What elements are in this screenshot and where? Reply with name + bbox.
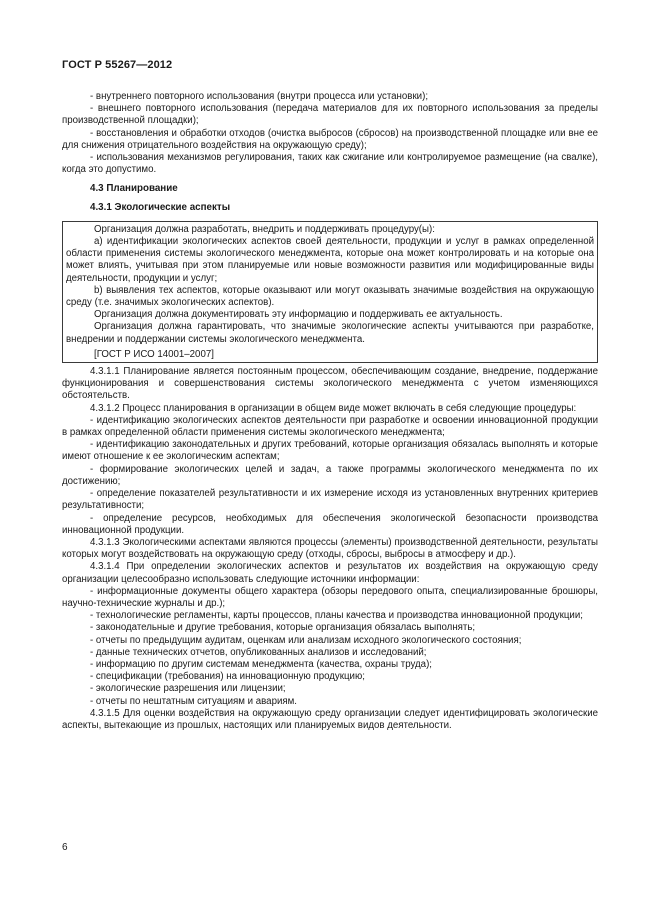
list-item: - спецификации (требования) на инновационную продукцию; — [90, 671, 365, 683]
list-item: - восстановления и обработки отходов (очистка выбросов (сбросов) на производственной площадке или вне ее для снижения отрицательного воздействия на окружающую среду); — [62, 127, 598, 151]
paragraph: 4.3.1.3 Экологическими аспектами являются процессы (элементы) производственной деятельности, результаты которых могут воздействовать на окружающую среду (отходы, сбросы, выбросы в атмосферу и др.). — [62, 536, 598, 561]
list-item: - информацию по другим системам менеджмента (качества, охраны труда); — [90, 658, 432, 670]
list-item: - внутреннего повторного использования (внутри процесса или установки); — [90, 91, 429, 102]
list-item: - формирование экологических целей и задач, а также программы экологического менеджмента по их достижению; — [62, 463, 598, 487]
page-number: 6 — [62, 842, 68, 853]
list-item: - идентификацию законодательных и других требований, которые организация обязалась выполнять и которые имеют отношение к ее экологическим аспектам; — [62, 439, 598, 463]
box-paragraph: Организация должна разработать, внедрить и поддерживать процедуру(ы): — [94, 223, 435, 235]
subsection-title: 4.3.1 Экологические аспекты — [90, 201, 231, 213]
list-item: - информационные документы общего характера (обзоры передового опыта, специализированные брошюры, научно-технические журналы и др.); — [62, 585, 598, 609]
intro-list — [62, 91, 598, 176]
section-title: 4.3 Планирование — [90, 183, 178, 195]
list-item: - отчеты по нештатным ситуациям и авариям. — [90, 695, 297, 707]
page-body — [62, 91, 598, 732]
paragraph: 4.3.1.4 При определении экологических аспектов и результатов их воздействия на окружающую среду организации целесообразно использовать следующие источники информации: — [62, 561, 598, 585]
list-item: - законодательные и другие требования, которые организация обязалась выполнять; — [90, 622, 476, 634]
box-paragraph: b) выявления тех аспектов, которые оказывают или могут оказывать значимые воздействия на окружающую среду (т.е. значимых экологических аспектов). — [66, 284, 594, 309]
list-item: - использования механизмов регулирования, таких как сжигание или контролируемое размещение (на свалке), когда это допустимо. — [62, 152, 598, 176]
list-item: - определение показателей результативности и их измерение исходя из установленных внутренних критериев результативности; — [62, 488, 598, 512]
list-item: - отчеты по предыдущим аудитам, оценкам или анализам исходного экологического состояния; — [90, 634, 522, 646]
list-item: - идентификацию экологических аспектов деятельности при разработке и освоении инновационной продукции в рамках определенной области применения системы экологического менеджмента; — [62, 414, 598, 439]
quoted-requirement-box — [62, 221, 598, 363]
paragraph: 4.3.1.1 Планирование является постоянным процессом, обеспечивающим создание, внедрение, поддержание функционирования и совершенствования системы экологического менеджмента с учетом изменяющихся обстоятельств. — [62, 366, 598, 402]
box-reference: [ГОСТ Р ИСО 14001–2007] — [94, 348, 214, 360]
content — [62, 366, 598, 732]
list-item: - определение ресурсов, необходимых для обеспечения экологической безопасности производства инновационной продукции. — [62, 512, 598, 536]
paragraph: 4.3.1.2 Процесс планирования в организации в общем виде может включать в себя следующие процедуры: — [90, 402, 577, 414]
box-paragraph: а) идентификации экологических аспектов своей деятельности, продукции и услуг в рамках определенной области применения системы экологического менеджмента, которые она может контролировать и на которые она может влиять, учитывая при этом планируемые или новые возможности развития или модифицированные виды деятельности, продукции и услуг; — [66, 236, 594, 284]
list-item: - экологические разрешения или лицензии; — [90, 683, 286, 695]
paragraph: 4.3.1.5 Для оценки воздействия на окружающую среду организации следует идентифицировать экологические аспекты, вытекающие из прошлых, настоящих или планируемых видов деятельности. — [62, 707, 598, 731]
box-paragraph: Организация должна документировать эту информацию и поддерживать ее актуальность. — [94, 309, 503, 321]
standard-header: ГОСТ Р 55267—2012 — [62, 59, 173, 71]
list-item: - технологические регламенты, карты процессов, планы качества и производства инновационной продукции; — [90, 610, 583, 622]
list-item: - данные технических отчетов, опубликованных анализов и исследований; — [90, 646, 427, 658]
list-item: - внешнего повторного использования (передача материалов для их повторного использования за пределы производственной площадки); — [62, 103, 598, 127]
box-paragraph: Организация должна гарантировать, что значимые экологические аспекты учитываются при разработке, внедрении и поддержании системы экологического менеджмента. — [66, 321, 594, 345]
